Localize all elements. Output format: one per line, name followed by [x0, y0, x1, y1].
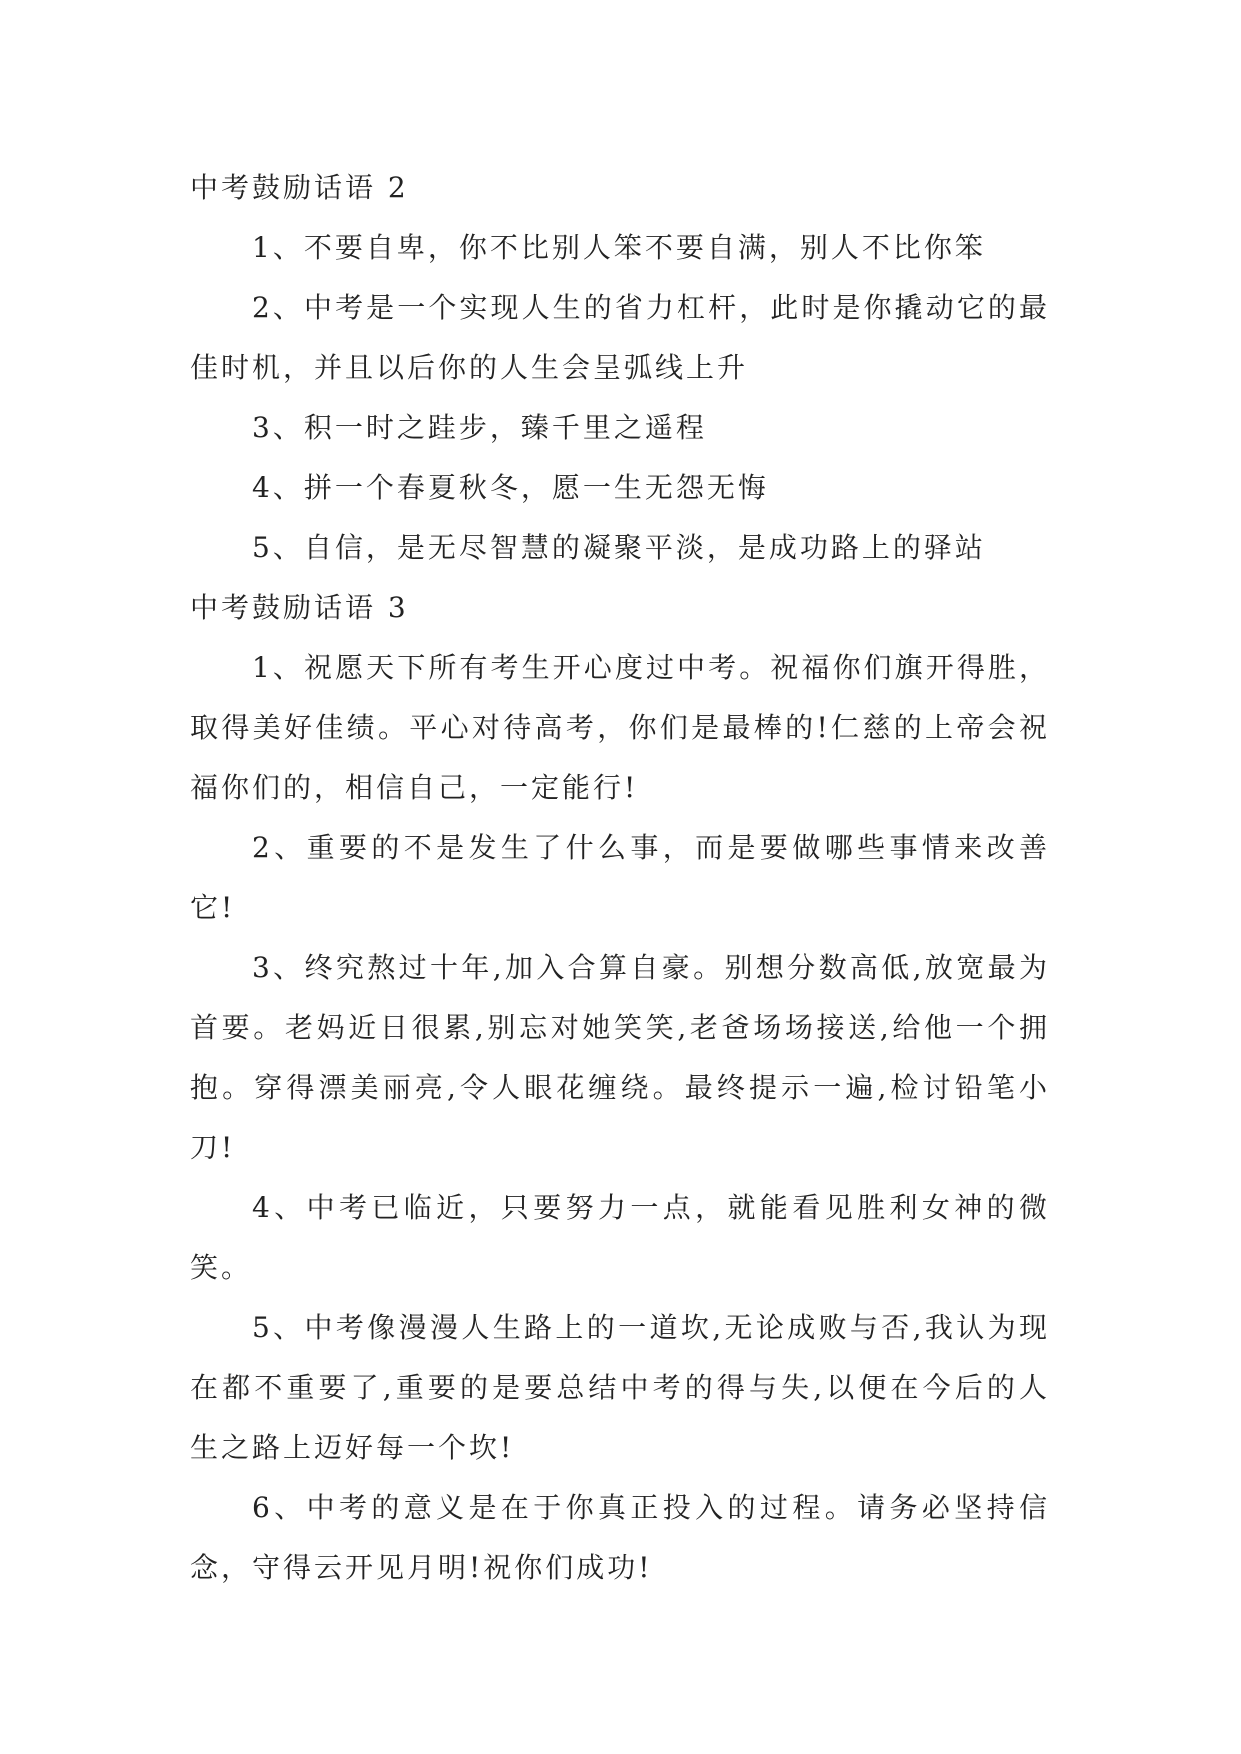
section-3 [190, 578, 1050, 1598]
paragraph-item: 4、拼一个春夏秋冬，愿一生无怨无悔 [252, 471, 769, 504]
paragraph-item: 2、重要的不是发生了什么事，而是要做哪些事情来改善它! [190, 831, 1050, 924]
paragraph-item: 1、不要自卑，你不比别人笨不要自满，别人不比你笨 [252, 231, 986, 264]
paragraph-item: 2、中考是一个实现人生的省力杠杆，此时是你撬动它的最佳时机，并且以后你的人生会呈弧线上升 [190, 291, 1050, 384]
section-title: 中考鼓励话语 3 [190, 591, 409, 624]
paragraph-item: 1、祝愿天下所有考生开心度过中考。祝福你们旗开得胜，取得美好佳绩。平心对待高考，你们是最棒的!仁慈的上帝会祝福你们的，相信自己，一定能行! [190, 651, 1050, 804]
paragraph-item: 6、中考的意义是在于你真正投入的过程。请务必坚持信念，守得云开见月明!祝你们成功! [190, 1491, 1050, 1584]
section-title: 中考鼓励话语 2 [190, 171, 409, 204]
paragraph-item: 3、终究熬过十年,加入合算自豪。别想分数高低,放宽最为首要。老妈近日很累,别忘对她笑笑,老爸场场接送,给他一个拥抱。穿得漂美丽亮,令人眼花缠绕。最终提示一遍,检讨铅笔小刀! [190, 951, 1050, 1164]
paragraph-item: 3、积一时之跬步，臻千里之遥程 [252, 411, 707, 444]
section-2 [190, 158, 1050, 578]
paragraph-item: 5、中考像漫漫人生路上的一道坎,无论成败与否,我认为现在都不重要了,重要的是要总结中考的得与失,以便在今后的人生之路上迈好每一个坎! [190, 1311, 1050, 1464]
paragraph-item: 4、中考已临近，只要努力一点，就能看见胜利女神的微笑。 [190, 1191, 1050, 1284]
document-page [190, 158, 1050, 1598]
paragraph-item: 5、自信，是无尽智慧的凝聚平淡，是成功路上的驿站 [252, 531, 986, 564]
